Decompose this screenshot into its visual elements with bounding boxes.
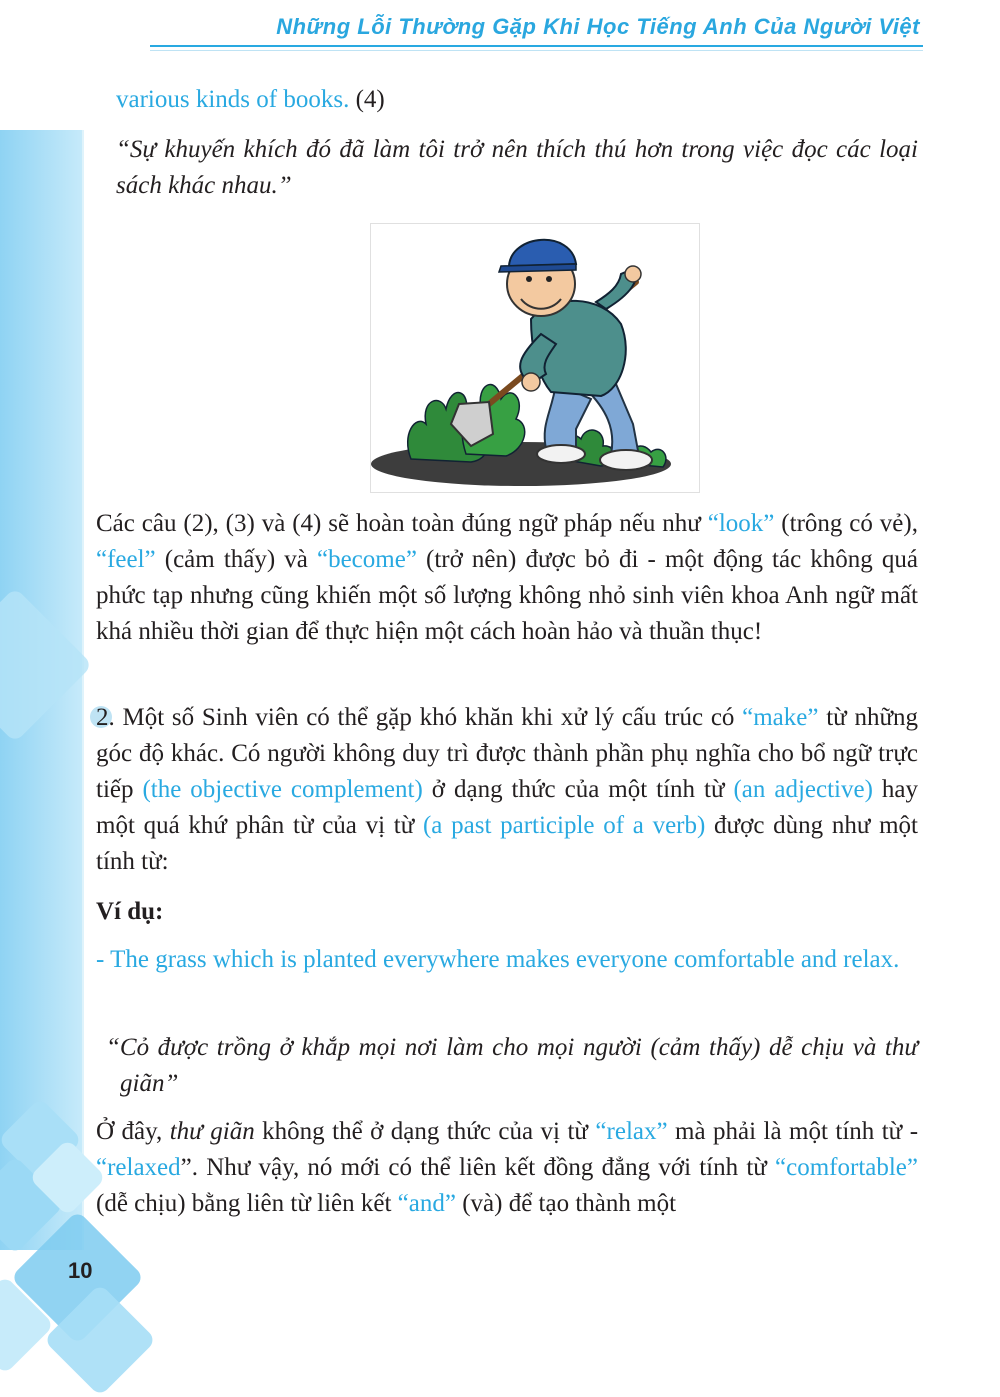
gardener-illustration <box>370 223 700 493</box>
side-band-edge <box>82 130 84 1250</box>
text-run: (và) để tạo thành một <box>455 1190 677 1217</box>
text-run: từ những góc độ khác. Có người không duy trì được thành phần phụ nghĩa cho bổ ngữ trực tiếp <box>96 704 918 803</box>
example-sentence: - The grass which is planted everywhere makes everyone comfortable and relax. <box>96 946 900 973</box>
term-objective-complement: (the objective complement) <box>142 776 423 803</box>
term-adjective: (an adjective) <box>733 776 873 803</box>
text-run: Các câu (2), (3) và (4) sẽ hoàn toàn đúng ngữ pháp nếu như <box>96 510 708 537</box>
header-title: Những Lỗi Thường Gặp Khi Học Tiếng Anh Của Người Việt <box>276 14 920 39</box>
english-fragment: various kinds of books. <box>116 86 350 113</box>
term-become: “become” <box>316 546 417 573</box>
text-run: hay một quá khứ phân từ của vị từ <box>96 776 919 839</box>
text-run: mà phải là một tính từ - <box>667 1118 919 1145</box>
text-run: (cảm thấy) và <box>155 546 317 573</box>
text-run: ở dạng thức của một tính từ <box>422 776 734 803</box>
quote-translation-2: “Cỏ được trồng ở khắp mọi nơi làm cho mọi người (cảm thấy) dễ chịu và thư giãn” <box>106 1034 918 1097</box>
text-run: Ở đây, <box>96 1118 170 1145</box>
page-number: 10 <box>68 1258 93 1283</box>
text-run: (trông có vẻ), <box>774 510 918 537</box>
text-run: Một số Sinh viên có thể gặp khó khăn khi xử lý cấu trúc có <box>114 704 743 731</box>
paragraph-explanation-1 <box>96 506 918 650</box>
header-rule <box>150 45 923 47</box>
text-line-4 <box>116 82 916 118</box>
term-feel: “feel” <box>96 546 156 573</box>
point-number: 2. <box>96 700 115 736</box>
term-relax: “relax” <box>595 1118 668 1145</box>
text-run: (trở nên) được bỏ đi - một động tác không quá phức tạp nhưng cũng khiến một số lượng không nhỏ sinh viên khoa Anh ngữ mất khá nhiều thời gian để thực hiện một cách hoàn hảo và thuần thục! <box>96 546 918 645</box>
text-run: không thể ở dạng thức của vị từ <box>254 1118 596 1145</box>
term-relaxed: “relaxed <box>96 1154 181 1181</box>
term-past-participle: (a past participle of a verb) <box>422 812 706 839</box>
paragraph-explanation-2 <box>96 1114 918 1222</box>
quote-translation-1: “Sự khuyến khích đó đã làm tôi trở nên thích thú hơn trong việc đọc các loại sách khác nhau.” <box>116 136 918 199</box>
text-run: (dễ chịu) bằng liên từ liên kết <box>96 1190 398 1217</box>
sentence-number: (4) <box>349 86 385 113</box>
header-rule-thin <box>150 50 923 51</box>
term-thu-gian: thư giãn <box>169 1118 255 1145</box>
term-make: “make” <box>742 704 819 731</box>
example-label: Ví dụ: <box>96 898 164 925</box>
term-and: “and” <box>397 1190 456 1217</box>
text-run: ”. Như vậy, nó mới có thể liên kết đồng đẳng với tính từ <box>180 1154 776 1181</box>
paragraph-point-2 <box>96 700 918 880</box>
term-look: “look” <box>707 510 775 537</box>
text-run: được dùng như một tính từ: <box>96 812 918 875</box>
term-comfortable: “comfortable” <box>775 1154 918 1181</box>
